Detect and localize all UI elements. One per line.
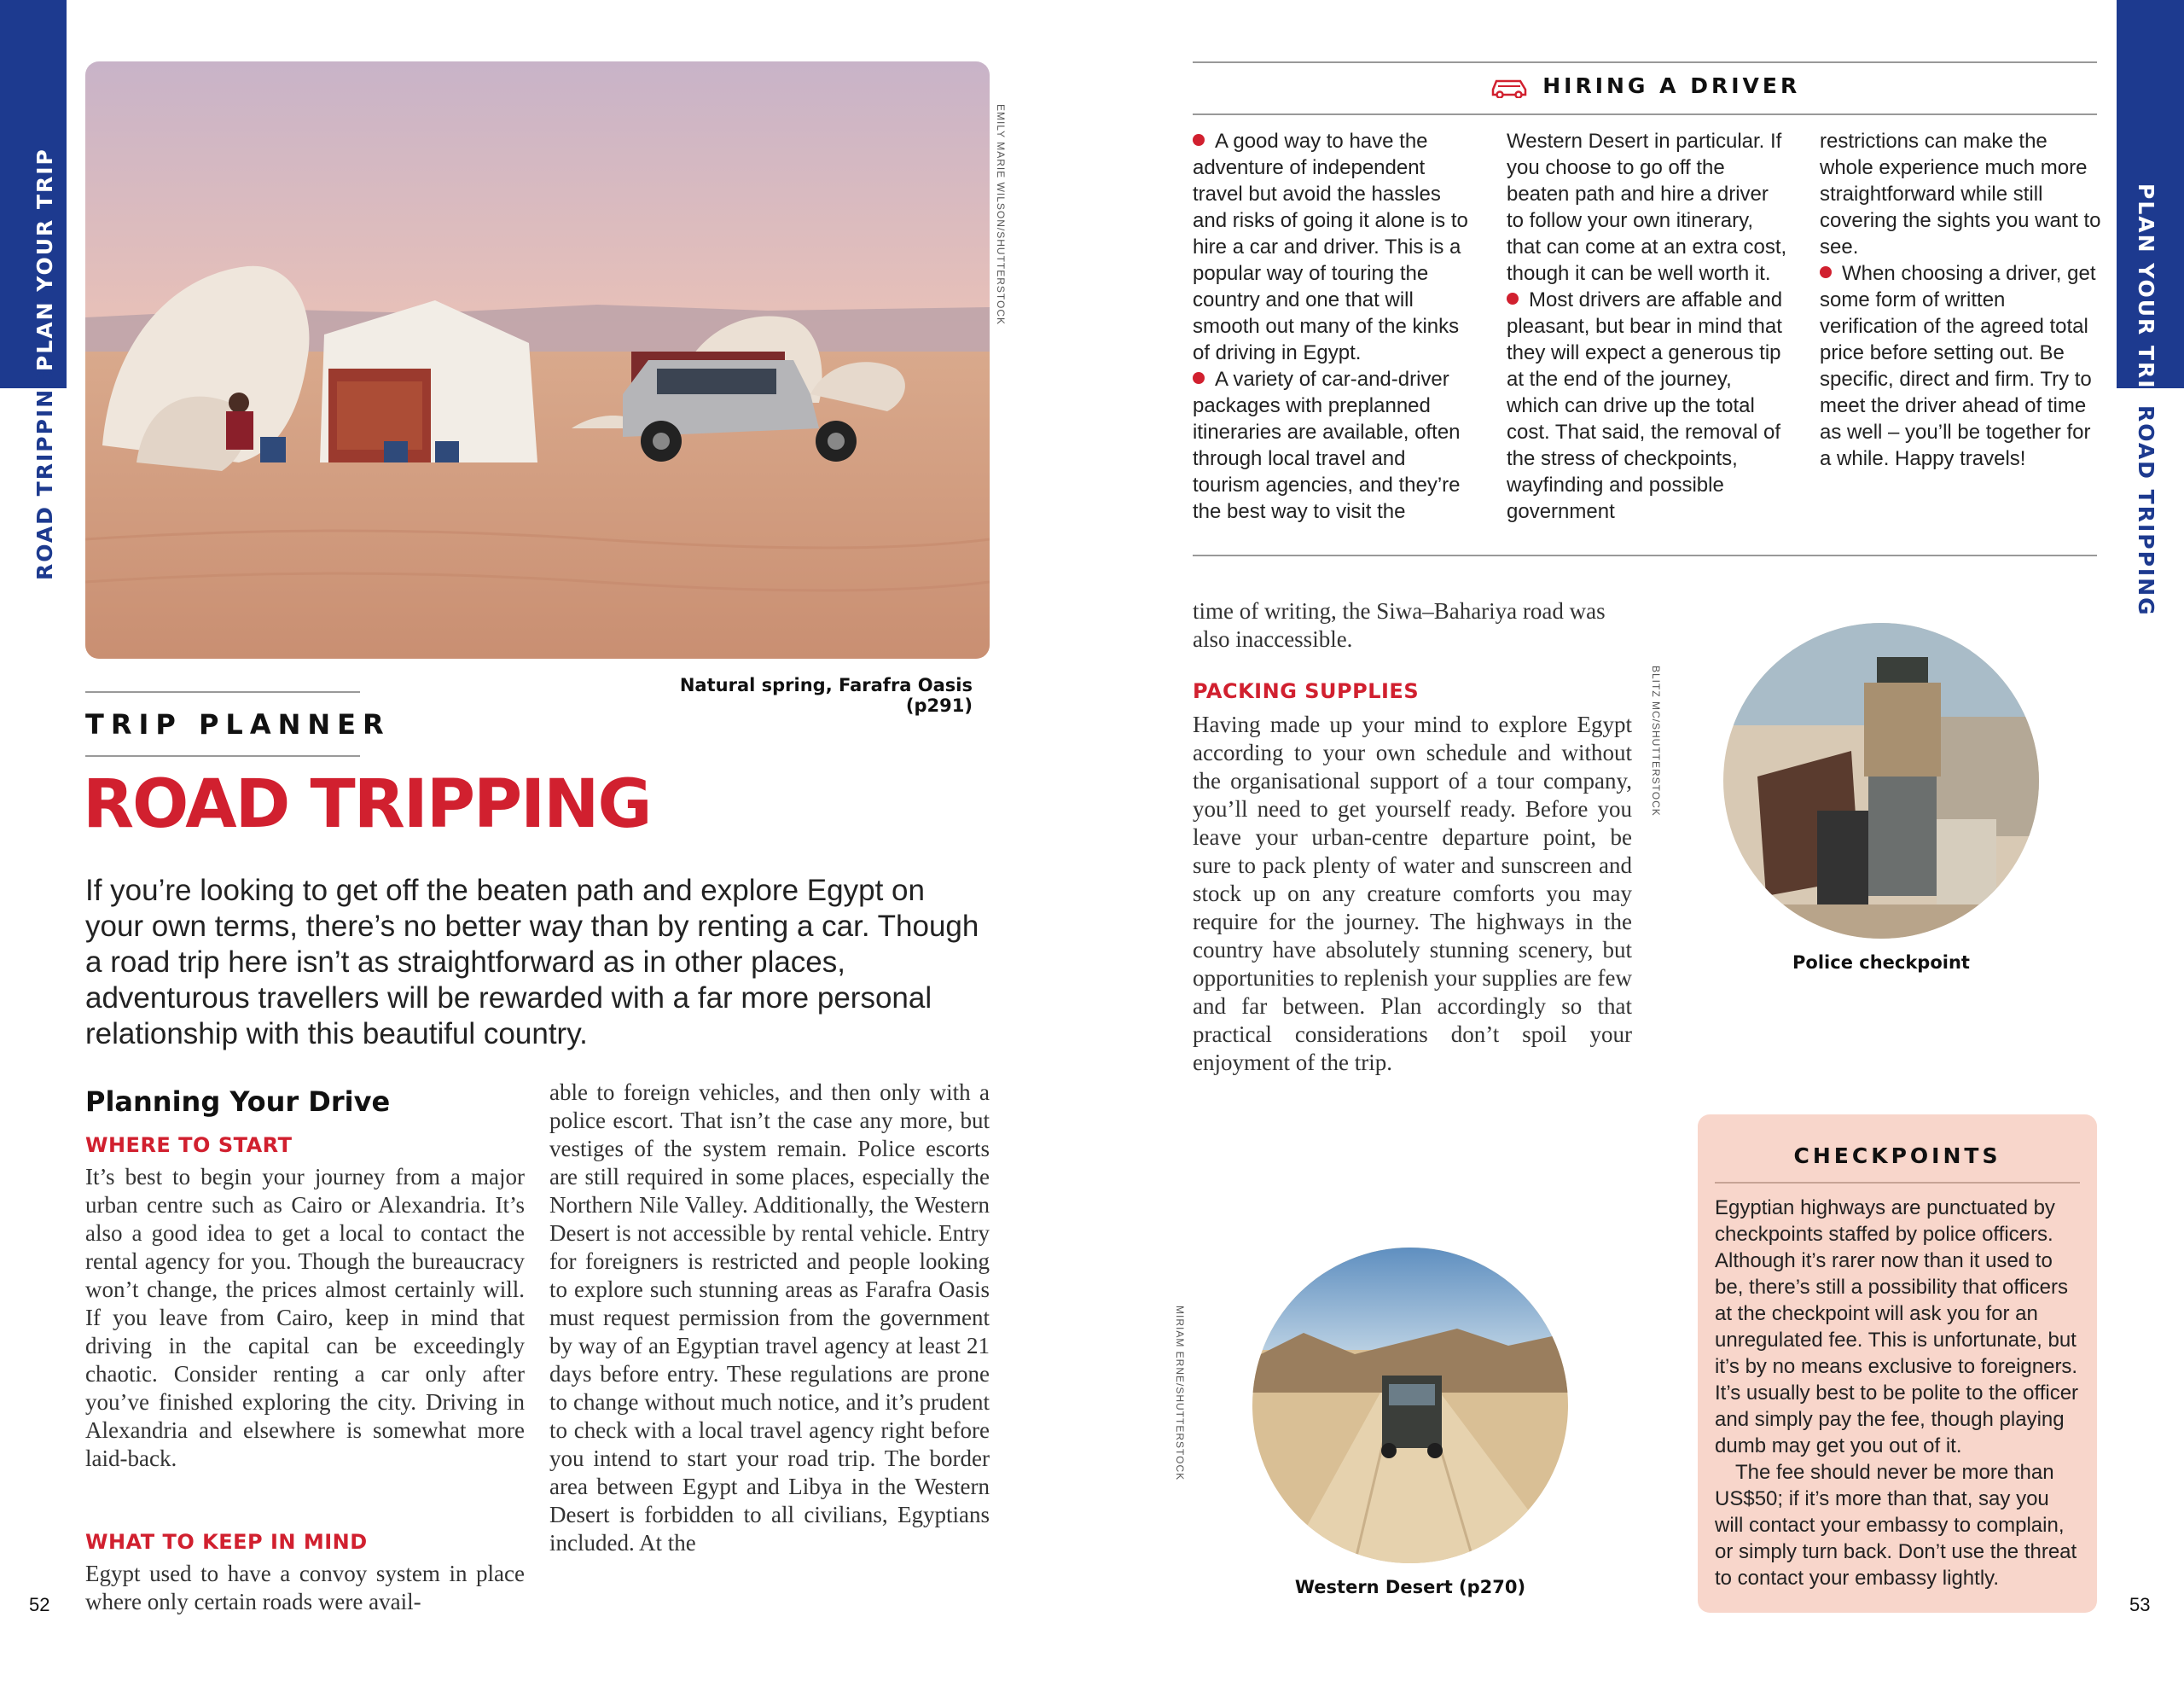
packing-supplies-text: Having made up your mind to explore Egypt according to your own schedule and without the organisational support of a tour company, you’ll need to get yourself ready. Before you leave your urban-centre departure point, be sure to pack plenty of water and sunscreen and stock up on any creature comforts you may require for the journey. The highways in the country have absolutely stunning scenery, but opportunities to replenish your supplies are few and far between. Plan accordingly so that practical considerations don’t spoil your enjoyment of the trip.: [1193, 712, 1632, 1075]
desert-camp-illustration: [85, 61, 990, 659]
driver-box-title: HIRING A DRIVER: [1542, 73, 1801, 98]
car-icon: [1490, 74, 1529, 102]
bullet-icon: [1820, 266, 1832, 278]
police-caption: Police checkpoint: [1792, 952, 1970, 973]
driver-col1-para1: A good way to have the adventure of independent travel but avoid the hassles and risks of going it alone is to hire a car and driver. This is a popular way of touring the country and one that will smooth out many of the kinks of driving in Egypt.: [1193, 130, 1468, 364]
driver-col3-para2: When choosing a driver, get some form of written verification of the agreed total price before setting out. Be specific, direct and firm. Try to meet the driver ahead of time as well – you’ll be together for a while. Happy travels!: [1820, 262, 2096, 470]
photo-farafra-oasis: [85, 61, 990, 659]
police-photo-credit: BLITZ MC/SHUTTERSTOCK: [1650, 666, 1662, 817]
intro-paragraph: If you’re looking to get off the beaten path and explore Egypt on your own terms, there’s no better way than by renting a car. Though a road trip here isn’t as straightforward as in other places, adventurous travellers will be rewarded with a far more personal relationship with this beautiful country.: [85, 874, 979, 1050]
desert-caption: Western Desert (p270): [1294, 1577, 1526, 1597]
driver-box-header: [1193, 73, 2097, 102]
driver-box-rule-bottom: [1193, 555, 2097, 556]
kicker-rule-bottom: [85, 755, 360, 757]
checkpoints-body: [1715, 1195, 2082, 1591]
kicker-rule-top: [85, 691, 360, 693]
photo-caption-left: Natural spring, Farafra Oasis (p291): [679, 675, 973, 716]
side-tab-primary-label-left: PLAN YOUR TRIP: [32, 148, 57, 371]
driver-box-column-3: [1820, 128, 2101, 472]
side-tab-primary-label-right: PLAN YOUR TRIP: [2134, 183, 2158, 407]
keep-in-mind-heading: WHAT TO KEEP IN MIND: [85, 1530, 368, 1554]
driver-col3-para1: restrictions can make the whole experience much more straightforward while still covering the sights you want to see.: [1820, 130, 2101, 259]
driver-col1-para2: A variety of car-and-driver packages with preplanned itineraries are available, often through local travel and tourism agencies, and they’re the best way to visit the: [1193, 368, 1461, 523]
checkpoints-para-2: The fee should never be more than US$50; if it’s more than that, say you will contact your embassy to complain, or simply turn back. Don’t use the threat to contact your embassy lightly.: [1715, 1461, 2077, 1590]
bullet-icon: [1193, 372, 1205, 384]
kicker: TRIP PLANNER: [85, 708, 391, 741]
where-to-start-heading: WHERE TO START: [85, 1133, 293, 1157]
bullet-icon: [1193, 134, 1205, 146]
photo-police-checkpoint: [1723, 623, 2039, 939]
packing-supplies-heading: PACKING SUPPLIES: [1193, 679, 1420, 703]
siwa-text: time of writing, the Siwa–Bahariya road was also inaccessible.: [1193, 598, 1606, 652]
page-number-right: 53: [2129, 1594, 2151, 1615]
section-title: Planning Your Drive: [85, 1085, 391, 1118]
driver-box-rule-top: [1193, 61, 2097, 63]
photo-credit-left: EMILY MARIE WILSON/SHUTTERSTOCK: [995, 104, 1007, 326]
checkpoints-title: CHECKPOINTS: [1793, 1143, 2001, 1168]
driver-col2-para2: Most drivers are affable and pleasant, but bear in mind that they will expect a generous tip at the end of the journey, which can drive up the total cost. That said, the removal of the stress of checkpoints, wayfinding and possible government: [1507, 288, 1783, 523]
driver-box-column-2: [1507, 128, 1788, 525]
driver-box-column-1: [1193, 128, 1474, 525]
desert-photo-credit: MIRIAM ERNE/SHUTTERSTOCK: [1174, 1306, 1186, 1481]
checkpoints-rule: [1715, 1182, 2080, 1184]
keep-in-mind-text: Egypt used to have a convoy system in place where only certain roads were avail-: [85, 1561, 525, 1614]
side-tab-secondary-label-left: ROAD TRIPPING: [32, 369, 57, 580]
page-title: ROAD TRIPPING: [83, 766, 651, 843]
page-number-left: 52: [29, 1594, 50, 1615]
column-2-text: able to foreign vehicles, and then only with a police escort. That isn’t the case any more, but vestiges of the system remain. Police escorts are still required in some places, especially the Northern Nile Valley. Additionally, the Western Desert is not accessible by rental vehicle. Entry for foreigners is restricted and people looking to explore such stunning areas as Farafra Oasis must request permission from the government by way of an Egyptian travel agency at least 21 days before entry. These regulations are prone to change without much notice, and it’s prudent to check with a local travel agency right before you intend to start your road trip. The border area between Egypt and Libya in the Western Desert is forbidden to all civilians, Egyptians included. At the: [549, 1079, 990, 1556]
side-tab-secondary-label-right: ROAD TRIPPING: [2134, 405, 2158, 617]
checkpoints-para-1: Egyptian highways are punctuated by checkpoints staffed by police officers. Although it’s rarer now than it used to be, there’s still a possibility that officers at the checkpoint will ask you for an unregulated fee. This is unfortunate, but it’s by no means exclusive to foreigners. It’s usually best to be polite to the officer and simply pay the fee, though playing dumb may get you out of it.: [1715, 1196, 2079, 1457]
where-to-start-text: It’s best to begin your journey from a major urban centre such as Cairo or Alexandria. It’s also a good idea to get a local to contact the rental agency for you. Though the bureaucracy won’t change, the prices almost certainly will. If you leave from Cairo, keep in mind that driving in the capital can be exceedingly chaotic. Consider renting a car only after you’ve finished exploring the city. Driving in Alexandria and elsewhere is somewhat more laid-back.: [85, 1164, 525, 1471]
driver-box-rule-mid: [1193, 113, 2097, 115]
photo-western-desert: [1252, 1248, 1568, 1563]
bullet-icon: [1507, 293, 1519, 305]
driver-col2-para1: Western Desert in particular. If you choose to go off the beaten path and hire a driver to follow your own itinerary, that can come at an extra cost, though it can be well worth it.: [1507, 130, 1787, 285]
